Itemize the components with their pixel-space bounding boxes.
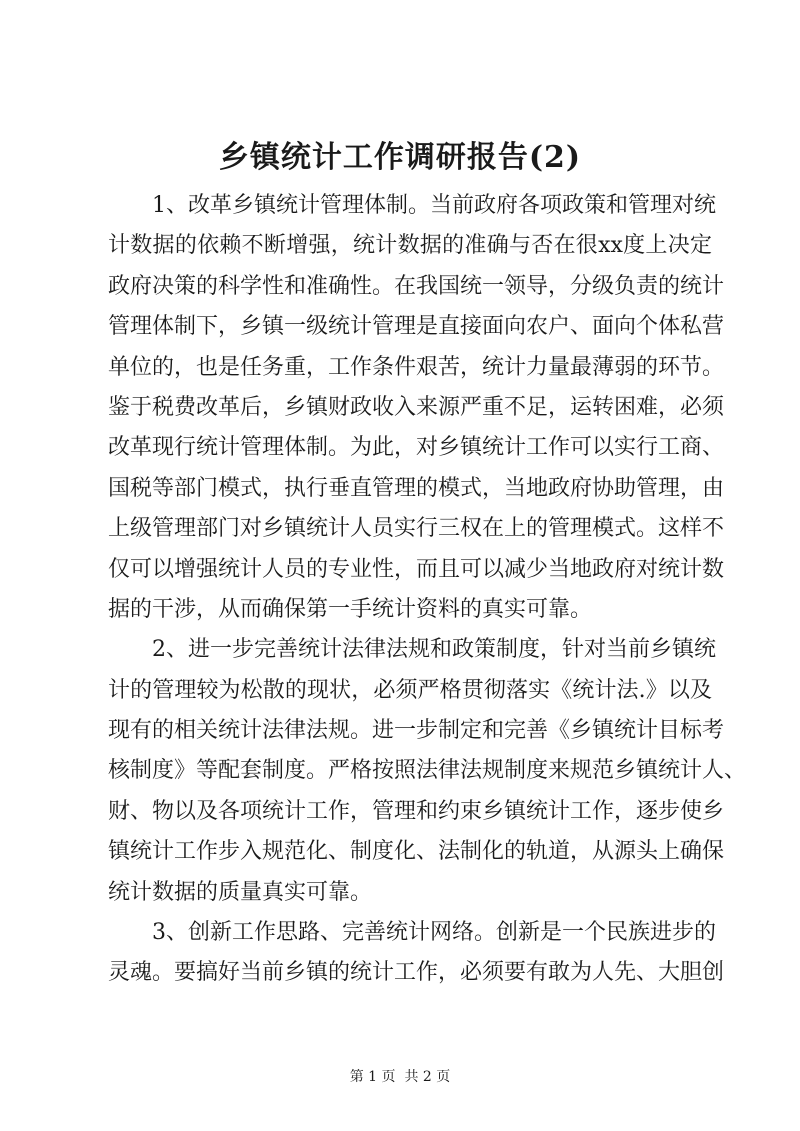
paragraph-line: 上级管理部门对乡镇统计人员实行三权在上的管理模式。这样不	[108, 516, 725, 542]
paragraph-line: 计的管理较为松散的现状，必须严格贯彻落实《统计法.》以及	[108, 677, 712, 703]
paragraph-line: 镇统计工作步入规范化、制度化、法制化的轨道，从源头上确保	[108, 839, 725, 865]
paragraph-3	[108, 913, 725, 994]
paragraph-line: 据的干涉，从而确保第一手统计资料的真实可靠。	[108, 596, 593, 622]
paragraph-line: 计数据的依赖不断增强，统计数据的准确与否在很xx度上决定	[108, 233, 712, 259]
paragraph-2	[108, 630, 747, 913]
paragraph-line: 3、创新工作思路、完善统计网络。创新是一个民族进步的	[152, 920, 716, 946]
paragraph-line: 单位的，也是任务重，工作条件艰苦，统计力量最薄弱的环节。	[108, 354, 725, 380]
paragraph-line: 核制度》等配套制度。严格按照法律法规制度来规范乡镇统计人、	[108, 758, 747, 784]
paragraph-line: 统计数据的质量真实可靠。	[108, 879, 373, 905]
paragraph-line: 管理体制下，乡镇一级统计管理是直接面向农户、面向个体私营	[108, 314, 725, 340]
page-number-footer: 第 1 页 共 2 页	[349, 1069, 451, 1085]
paragraph-1	[108, 186, 725, 630]
paragraph-line: 政府决策的科学性和准确性。在我国统一领导，分级负责的统计	[108, 273, 725, 299]
paragraph-line: 灵魂。要搞好当前乡镇的统计工作，必须要有敢为人先、大胆创	[108, 960, 725, 986]
paragraph-line: 财、物以及各项统计工作，管理和约束乡镇统计工作，逐步使乡	[108, 798, 725, 824]
paragraph-line: 国税等部门模式，执行垂直管理的模式，当地政府协助管理，由	[108, 475, 725, 501]
paragraph-line: 2、进一步完善统计法律法规和政策制度，针对当前乡镇统	[152, 637, 716, 663]
paragraph-line: 仅可以增强统计人员的专业性，而且可以减少当地政府对统计数	[108, 556, 725, 582]
document-body	[108, 186, 747, 994]
paragraph-line: 现有的相关统计法律法规。进一步制定和完善《乡镇统计目标考	[108, 718, 725, 744]
paragraph-line: 鉴于税费改革后，乡镇财政收入来源严重不足，运转困难，必须	[108, 394, 725, 420]
paragraph-line: 改革现行统计管理体制。为此，对乡镇统计工作可以实行工商、	[108, 435, 725, 461]
paragraph-line: 1、改革乡镇统计管理体制。当前政府各项政策和管理对统	[152, 193, 716, 218]
document-title: 乡镇统计工作调研报告(2)	[218, 140, 582, 175]
